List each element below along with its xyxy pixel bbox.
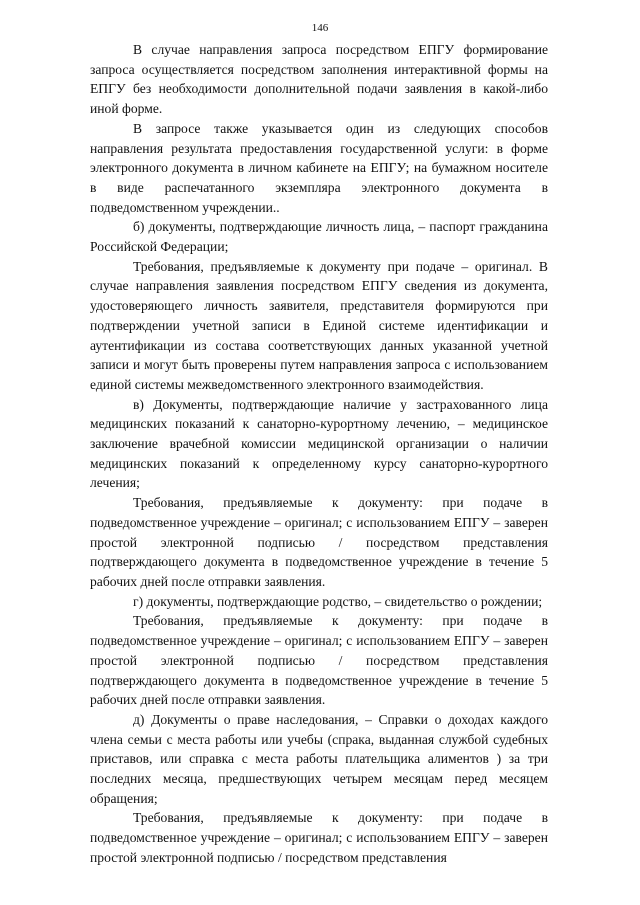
paragraph-requirements-kinship: Требования, предъявляемые к документу: при подаче в подведомственное учреждение – оригинал; с использованием ЕПГУ – заверен простой электронной подписью / посредством представления подтверждающего документа в подведомственное учреждение в течение 5 рабочих дней после отправки заявления. (90, 613, 548, 708)
paragraph-requirements-identity: Требования, предъявляемые к документу при подаче – оригинал. В случае направления заявления посредством ЕПГУ сведения из документа, удостоверяющего личность заявителя, представителя формируются при подтверждении учетной записи в Единой системе идентификации и аутентификации из состава соответствующих данных указанной учетной записи и могут быть проверены путем направления запроса с использованием единой системы межведомственного электронного взаимодействия. (90, 258, 548, 392)
paragraph-epgu-request: В случае направления запроса посредством ЕПГУ формирование запроса осуществляется посредством заполнения интерактивной формы на ЕПГУ без необходимости дополнительной подачи заявления в какой-либо иной форме. (90, 42, 548, 117)
paragraph-item-g-kinship: г) документы, подтверждающие родство, – свидетельство о рождении; (133, 593, 543, 609)
paragraph-requirements-medical: Требования, предъявляемые к документу: при подаче в подведомственное учреждение – оригинал; с использованием ЕПГУ – заверен простой электронной подписью / посредством представления подтверждающего документа в подведомственное учреждение в течение 5 рабочих дней после отправки заявления. (90, 495, 548, 589)
paragraph-item-d-inheritance: д) Документы о праве наследования, – Справки о доходах каждого члена семьи с места работы или учебы (спрака, выданная службой судебных приставов, или справка с места работы плательщика алиментов ) за три последних месяца, предшествующих четырем месяцам перед месяцем обращения; (90, 711, 548, 806)
paragraph-requirements-inheritance: Требования, предъявляемые к документу: при подаче в подведомственное учреждение – оригинал; с использованием ЕПГУ – заверен простой электронной подписью / посредством представления (90, 810, 548, 865)
paragraph-item-b-identity: б) документы, подтверждающие личность лица, – паспорт гражданина Российской Федерации; (90, 219, 548, 255)
page-number: 146 (311, 22, 329, 34)
document-body (90, 40, 548, 868)
paragraph-result-delivery: В запросе также указывается один из следующих способов направления результата предоставления государственной услуги: в форме электронного документа в личном кабинете на ЕПГУ; на бумажном носителе в виде распечатанного экземпляра электронного документа в подведомственном учреждении.. (90, 120, 548, 215)
paragraph-item-v-medical: в) Документы, подтверждающие наличие у застрахованного лица медицинских показаний к санаторно-курортному лечению, – медицинское заключение врачебной комиссии медицинской организации о наличии медицинских показаний к определенному курсу санаторно-курортного лечения; (90, 396, 548, 491)
